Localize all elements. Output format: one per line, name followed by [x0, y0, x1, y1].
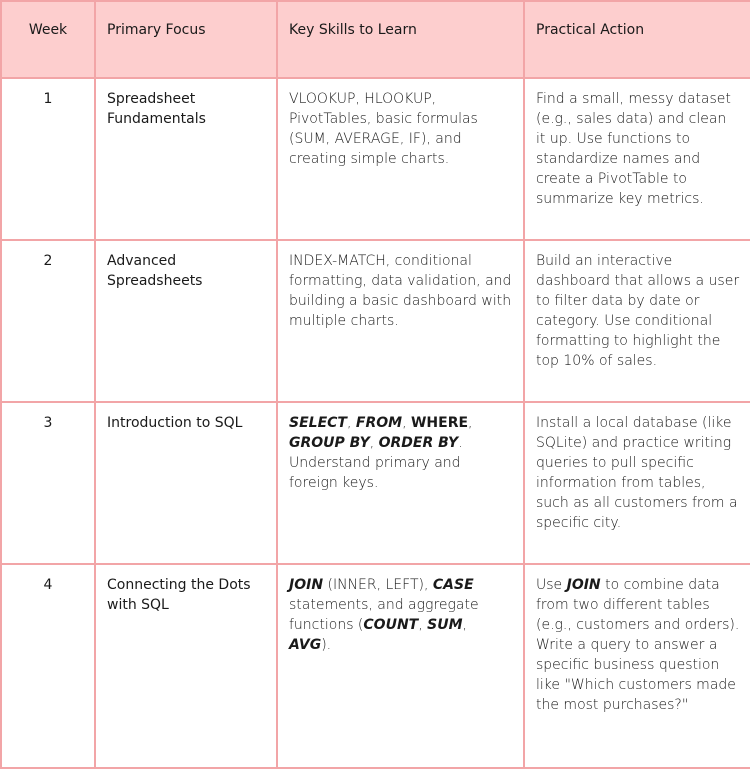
text-segment: VLOOKUP, HLOOKUP, PivotTables, basic formulas (SUM, AVERAGE, IF), and creating simple charts. [289, 91, 478, 167]
text-segment: , [468, 415, 473, 431]
header-primary-focus: Primary Focus [95, 1, 277, 78]
text-segment: Install a local database (like SQLite) and practice writing queries to pull specific information from tables, such as all customers from a specific city. [536, 415, 738, 531]
action-cell [524, 402, 750, 564]
focus-cell: Spreadsheet Fundamentals [95, 78, 277, 240]
keyword: WHERE [410, 415, 469, 431]
keyword: GROUP BY [289, 435, 370, 451]
table-row [1, 402, 750, 564]
action-cell [524, 240, 750, 402]
text-segment: INDEX-MATCH, conditional formatting, data validation, and building a basic dashboard with multiple charts. [289, 253, 512, 329]
text-segment: Use [536, 577, 567, 593]
keyword: SELECT [289, 415, 347, 431]
week-cell: 1 [1, 78, 95, 240]
skills-cell [277, 402, 524, 564]
keyword: JOIN [566, 577, 601, 593]
focus-cell: Connecting the Dots with SQL [95, 564, 277, 768]
keyword: JOIN [289, 577, 324, 593]
keyword: AVG [289, 637, 322, 653]
text-segment: , [418, 617, 428, 633]
header-row [1, 1, 750, 78]
table-row [1, 240, 750, 402]
keyword: SUM [427, 617, 463, 633]
week-cell: 4 [1, 564, 95, 768]
keyword: FROM [355, 415, 403, 431]
text-segment: ). [321, 637, 332, 653]
skills-cell [277, 240, 524, 402]
keyword: ORDER BY [378, 435, 459, 451]
text-segment: . Understand primary and foreign keys. [289, 435, 463, 491]
skills-cell [277, 78, 524, 240]
table-body [1, 78, 750, 768]
text-segment: (INNER, LEFT), [323, 577, 433, 593]
text-segment: Find a small, messy dataset (e.g., sales data) and clean it up. Use functions to standardize names and create a PivotTable to summarize key metrics. [536, 91, 731, 207]
keyword: COUNT [363, 617, 419, 633]
text-segment: , [346, 415, 356, 431]
week-cell: 2 [1, 240, 95, 402]
action-cell [524, 564, 750, 768]
keyword: CASE [432, 577, 474, 593]
focus-cell: Introduction to SQL [95, 402, 277, 564]
table-row [1, 78, 750, 240]
text-segment: , [402, 415, 411, 431]
text-segment: Build an interactive dashboard that allows a user to filter data by date or category. Use conditional formatting to highlight the top 10% of sales. [536, 253, 740, 369]
header-key-skills: Key Skills to Learn [277, 1, 524, 78]
text-segment: , [462, 617, 467, 633]
week-cell: 3 [1, 402, 95, 564]
action-cell [524, 78, 750, 240]
header-practical-action: Practical Action [524, 1, 750, 78]
text-segment: statements, and aggregate functions ( [289, 597, 479, 633]
skills-cell [277, 564, 524, 768]
focus-cell: Advanced Spreadsheets [95, 240, 277, 402]
table-row [1, 564, 750, 768]
text-segment: to combine data from two different tables (e.g., customers and orders). Write a query to answer a specific business question like "Which customers made the most purchases?" [536, 577, 740, 713]
text-segment: , [369, 435, 379, 451]
header-week: Week [1, 1, 95, 78]
